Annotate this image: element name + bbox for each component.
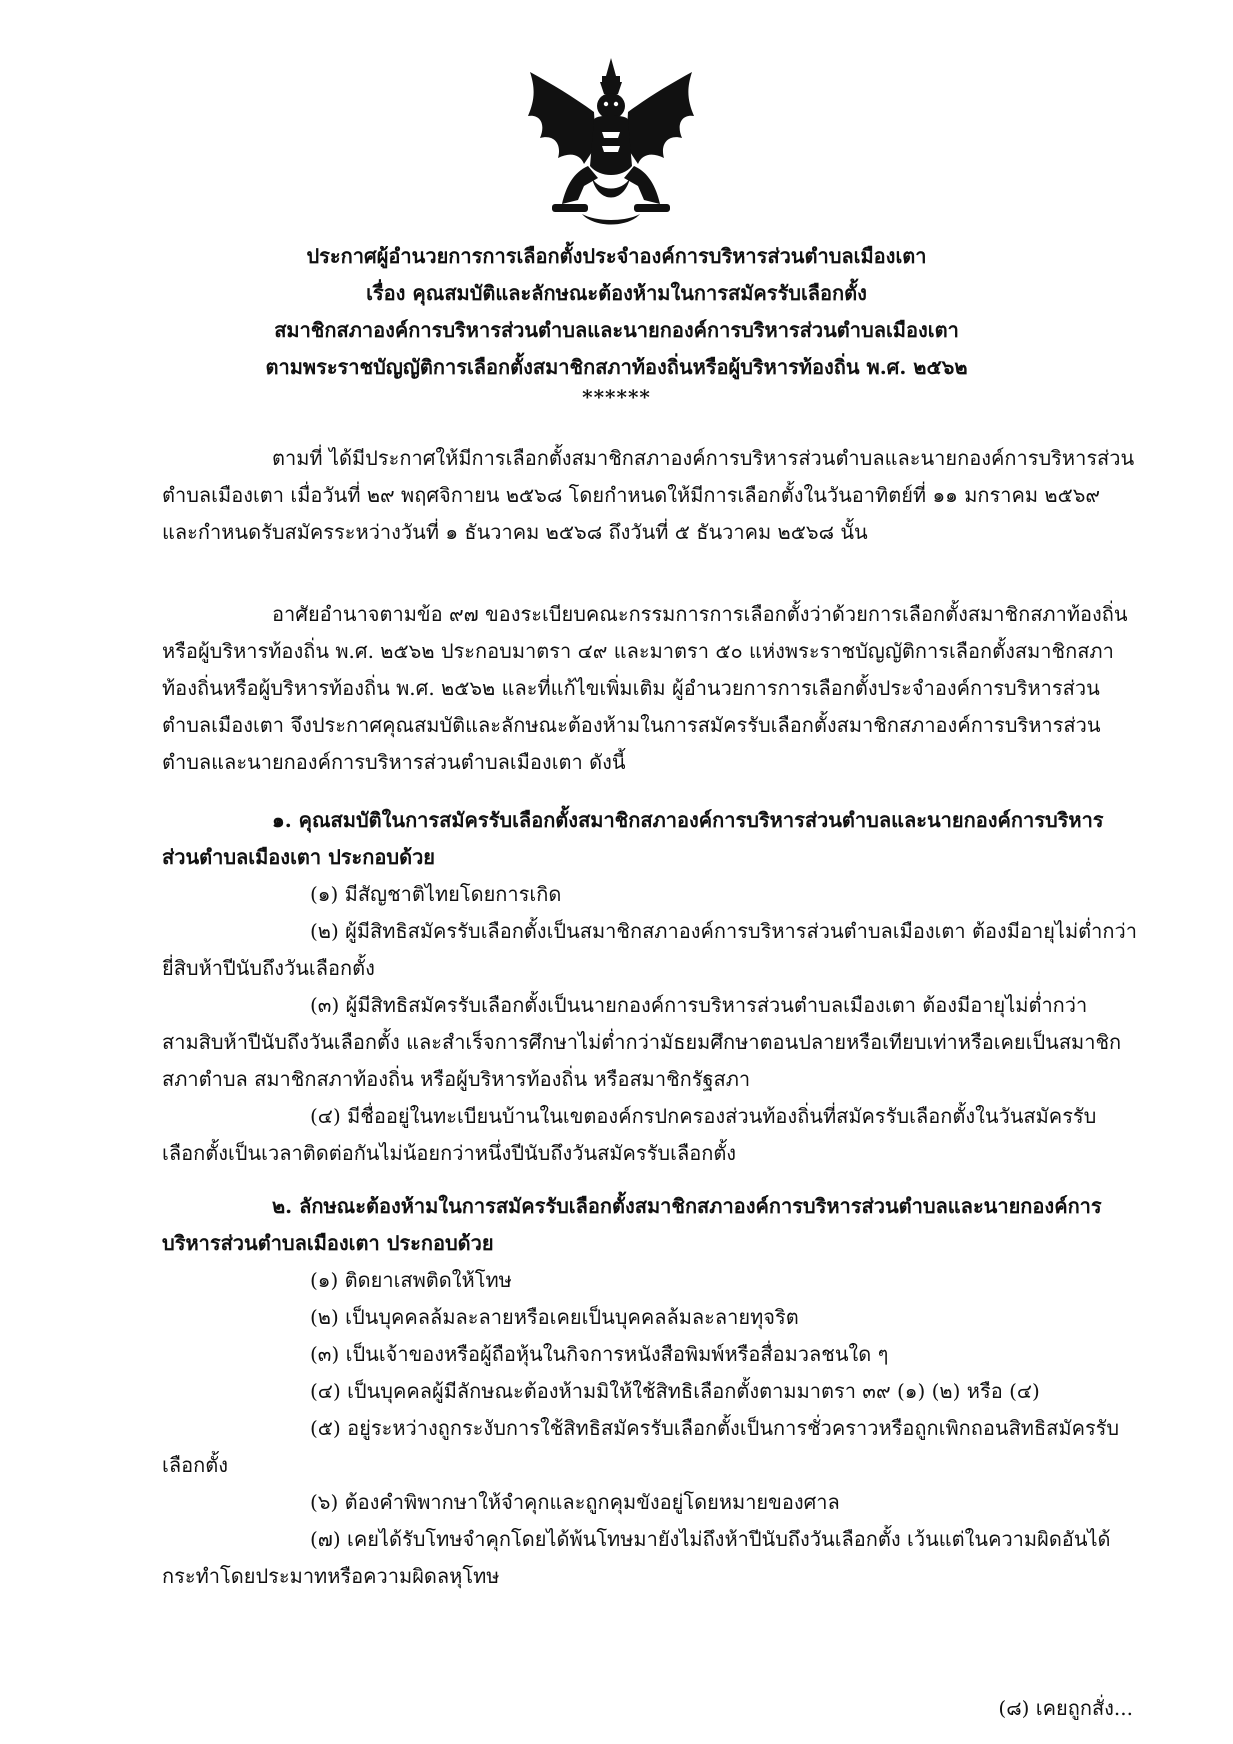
title-separator: ****** xyxy=(582,385,651,409)
section1-heading: ๑. คุณสมบัติในการสมัครรับเลือกตั้งสมาชิกสภาองค์การบริหารส่วนตำบลและนายกองค์การบริหารส่วนตำบลเมืองเตา ประกอบด้วย xyxy=(162,808,1104,869)
title-line-1: ประกาศผู้อำนวยการการเลือกตั้งประจำองค์การบริหารส่วนตำบลเมืองเตา xyxy=(306,244,927,268)
intro-paragraph xyxy=(162,440,1137,551)
section1-item-1: (๑) มีสัญชาติไทยโดยการเกิด xyxy=(310,882,562,906)
announcement-title xyxy=(150,238,1083,408)
section2-item-5: (๕) อยู่ระหว่างถูกระงับการใช้สิทธิสมัครรับเลือกตั้งเป็นการชั่วคราวหรือถูกเพิกถอนสิทธิสมัครรับเลือกตั้ง xyxy=(162,1416,1120,1477)
title-line-4: ตามพระราชบัญญัติการเลือกตั้งสมาชิกสภาท้องถิ่นหรือผู้บริหารท้องถิ่น พ.ศ. ๒๕๖๒ xyxy=(265,355,968,379)
section1-item-2: (๒) ผู้มีสิทธิสมัครรับเลือกตั้งเป็นสมาชิกสภาองค์การบริหารส่วนตำบลเมืองเตา ต้องมีอายุไม่ต่ำกว่ายี่สิบห้าปีนับถึงวันเลือกตั้ง xyxy=(162,919,1137,980)
section-prohibitions xyxy=(162,1188,1137,1595)
section1-item-4: (๔) มีชื่ออยู่ในทะเบียนบ้านในเขตองค์กรปกครองส่วนท้องถิ่นที่สมัครรับเลือกตั้งในวันสมัครรับเลือกตั้งเป็นเวลาติดต่อกันไม่น้อยกว่าหนึ่งปีนับถึงวันสมัครรับเลือกตั้ง xyxy=(162,1104,1097,1165)
section2-heading: ๒. ลักษณะต้องห้ามในการสมัครรับเลือกตั้งสมาชิกสภาองค์การบริหารส่วนตำบลและนายกองค์การบริหารส่วนตำบลเมืองเตา ประกอบด้วย xyxy=(162,1194,1102,1255)
title-line-2: เรื่อง คุณสมบัติและลักษณะต้องห้ามในการสมัครรับเลือกตั้ง xyxy=(366,281,867,305)
section2-item-7: (๗) เคยได้รับโทษจำคุกโดยได้พ้นโทษมายังไม่ถึงห้าปีนับถึงวันเลือกตั้ง เว้นแต่ในความผิดอันได้กระทำโดยประมาทหรือความผิดลหุโทษ xyxy=(162,1527,1111,1588)
title-line-3: สมาชิกสภาองค์การบริหารส่วนตำบลและนายกองค์การบริหารส่วนตำบลเมืองเตา xyxy=(274,318,959,342)
section2-item-3: (๓) เป็นเจ้าของหรือผู้ถือหุ้นในกิจการหนังสือพิมพ์หรือสื่อมวลชนใด ๆ xyxy=(310,1342,889,1366)
authority-paragraph xyxy=(162,596,1137,781)
section1-item-3: (๓) ผู้มีสิทธิสมัครรับเลือกตั้งเป็นนายกองค์การบริหารส่วนตำบลเมืองเตา ต้องมีอายุไม่ต่ำกว่าสามสิบห้าปีนับถึงวันเลือกตั้ง และสำเร็จการศึกษาไม่ต่ำกว่ามัธยมศึกษาตอนปลายหรือเทียบเท่าหรือเคยเป็นสมาชิกสภาตำบล สมาชิกสภาท้องถิ่น หรือผู้บริหารท้องถิ่น หรือสมาชิกรัฐสภา xyxy=(162,993,1122,1091)
section2-item-1: (๑) ติดยาเสพติดให้โทษ xyxy=(310,1268,512,1292)
page-continuation: (๘) เคยถูกสั่ง... xyxy=(998,1696,1133,1720)
paragraph-1: ตามที่ ได้มีประกาศให้มีการเลือกตั้งสมาชิกสภาองค์การบริหารส่วนตำบลและนายกองค์การบริหารส่วนตำบลเมืองเตา เมื่อวันที่ ๒๙ พฤศจิกายน ๒๕๖๘ โดยกำหนดให้มีการเลือกตั้งในวันอาทิตย์ที่ ๑๑ มกราคม ๒๕๖๙ และกำหนดรับสมัครระหว่างวันที่ ๑ ธันวาคม ๒๕๖๘ ถึงวันที่ ๕ ธันวาคม ๒๕๖๘ นั้น xyxy=(162,446,1135,544)
section2-item-4: (๔) เป็นบุคคลผู้มีลักษณะต้องห้ามมิให้ใช้สิทธิเลือกตั้งตามมาตรา ๓๙ (๑) (๒) หรือ (๔) xyxy=(310,1379,1040,1403)
section2-item-2: (๒) เป็นบุคคลล้มละลายหรือเคยเป็นบุคคลล้มละลายทุจริต xyxy=(310,1305,799,1329)
garuda-emblem-icon xyxy=(522,54,700,232)
section-qualifications xyxy=(162,802,1137,1172)
section2-item-6: (๖) ต้องคำพิพากษาให้จำคุกและถูกคุมขังอยู่โดยหมายของศาล xyxy=(310,1490,840,1514)
paragraph-2: อาศัยอำนาจตามข้อ ๙๗ ของระเบียบคณะกรรมการการเลือกตั้งว่าด้วยการเลือกตั้งสมาชิกสภาท้องถิ่นหรือผู้บริหารท้องถิ่น พ.ศ. ๒๕๖๒ ประกอบมาตรา ๔๙ และมาตรา ๕๐ แห่งพระราชบัญญัติการเลือกตั้งสมาชิกสภาท้องถิ่นหรือผู้บริหารท้องถิ่น พ.ศ. ๒๕๖๒ และที่แก้ไขเพิ่มเติม ผู้อำนวยการการเลือกตั้งประจำองค์การบริหารส่วนตำบลเมืองเตา จึงประกาศคุณสมบัติและลักษณะต้องห้ามในการสมัครรับเลือกตั้งสมาชิกสภาองค์การบริหารส่วนตำบลและนายกองค์การบริหารส่วนตำบลเมืองเตา ดังนี้ xyxy=(162,602,1128,774)
